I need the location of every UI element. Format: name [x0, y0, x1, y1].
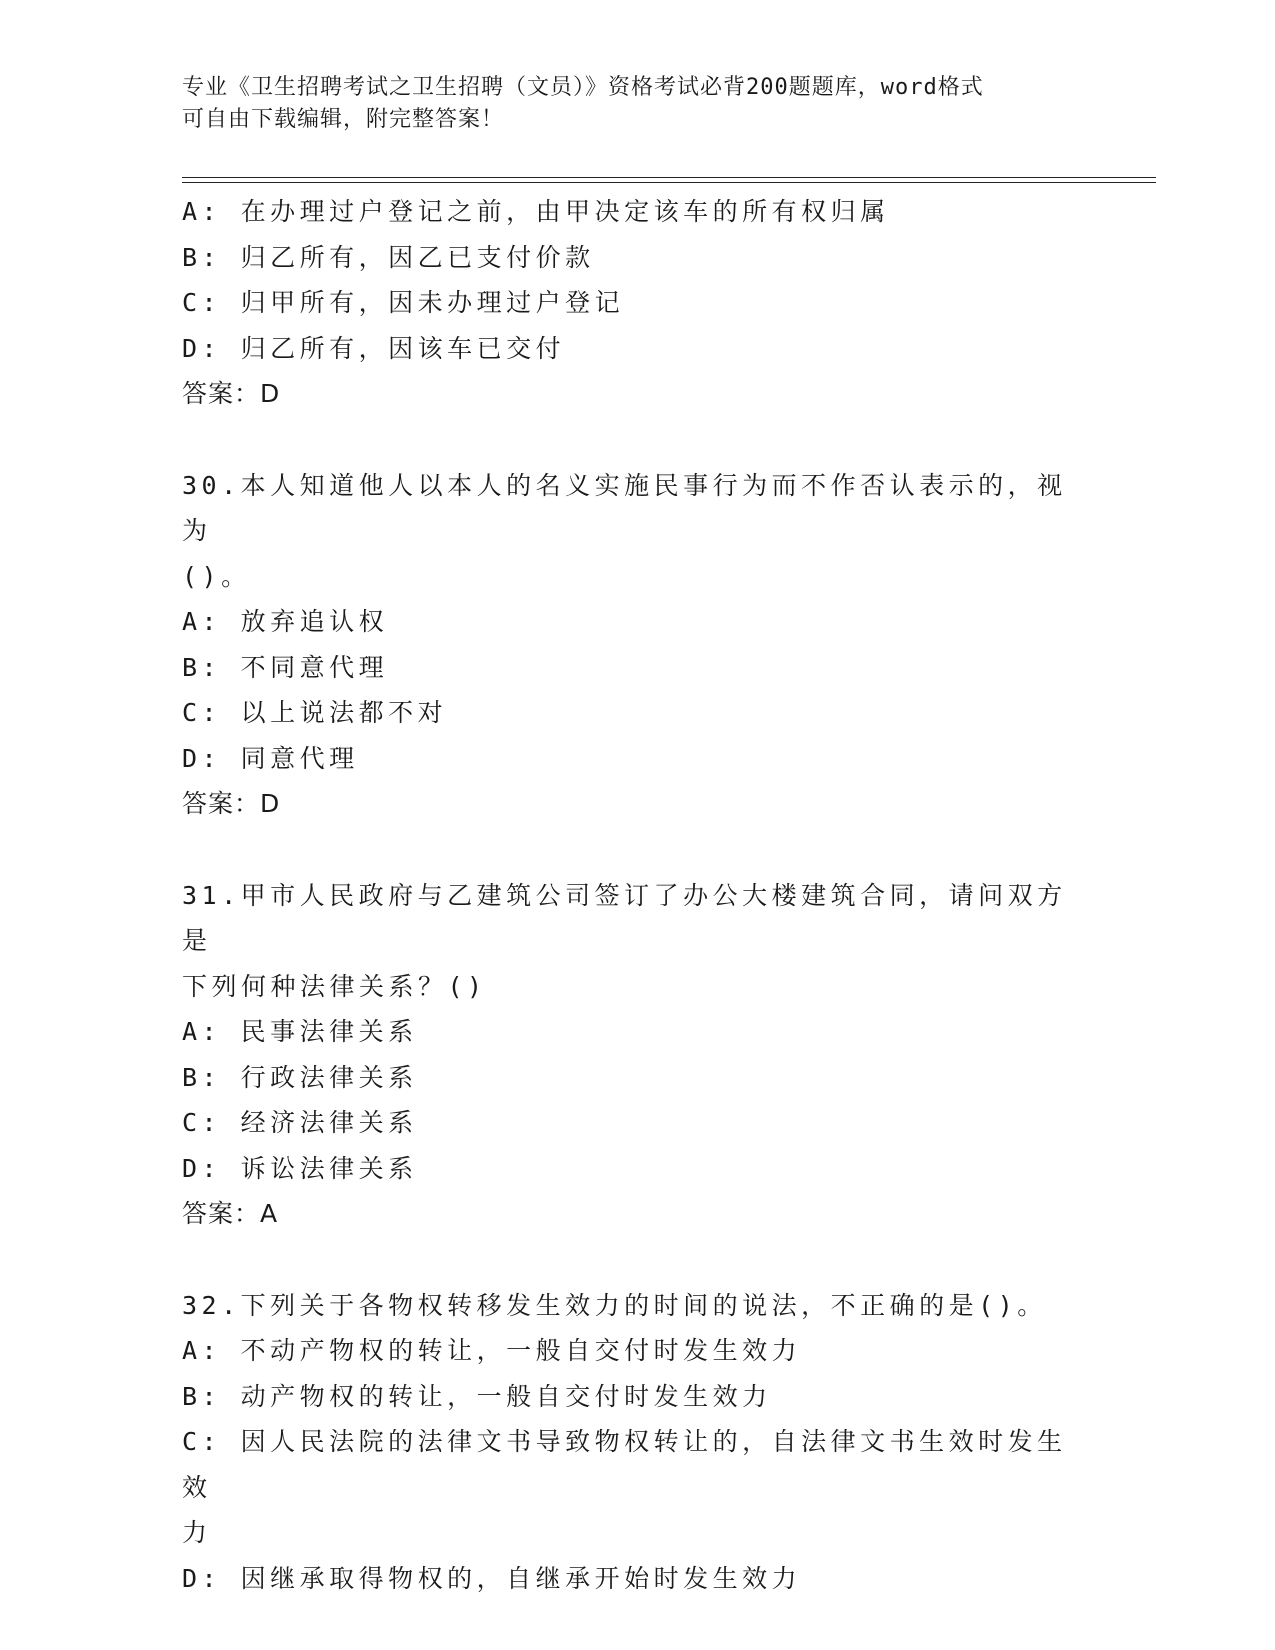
- question-stem: 31.甲市人民政府与乙建筑公司签订了办公大楼建筑合同，请问双方是: [182, 880, 1067, 955]
- option-d: D: 诉讼法律关系: [182, 1153, 418, 1183]
- question-stem-continued: 下列何种法律关系？(): [182, 971, 487, 1001]
- option-b: B: 不同意代理: [182, 652, 389, 682]
- question-32: [182, 1283, 1082, 1602]
- option-c: C: 因人民法院的法律文书导致物权转让的，自法律文书生效时发生效: [182, 1427, 1067, 1502]
- option-b: B: 行政法律关系: [182, 1062, 418, 1092]
- question-list: [182, 189, 1082, 1601]
- question-29-continued: [182, 189, 1082, 417]
- header-double-rule: [182, 177, 1156, 183]
- option-c-continued: 力: [182, 1518, 212, 1547]
- question-30: [182, 463, 1082, 827]
- question-stem-continued: ()。: [182, 561, 251, 591]
- answer-line: 答案：D: [182, 379, 281, 408]
- question-stem: 30.本人知道他人以本人的名义实施民事行为而不作否认表示的，视为: [182, 470, 1067, 545]
- answer-line: 答案：D: [182, 789, 281, 818]
- option-d: D: 归乙所有，因该车已交付: [182, 333, 566, 363]
- option-a: A: 在办理过户登记之前，由甲决定该车的所有权归属: [182, 197, 890, 226]
- option-d: D: 因继承取得物权的，自继承开始时发生效力: [182, 1563, 802, 1593]
- option-a: A: 民事法律关系: [182, 1017, 418, 1046]
- option-a: A: 放弃追认权: [182, 607, 389, 636]
- document-header: [182, 72, 1082, 136]
- option-a: A: 不动产物权的转让，一般自交付时发生效力: [182, 1336, 802, 1365]
- header-title-line-1: 专业《卫生招聘考试之卫生招聘（文员）》资格考试必背200题题库，word格式: [182, 75, 984, 100]
- header-title-line-2: 可自由下载编辑，附完整答案！: [182, 107, 505, 132]
- question-31: [182, 873, 1082, 1237]
- option-b: B: 动产物权的转让，一般自交付时发生效力: [182, 1381, 772, 1411]
- option-d: D: 同意代理: [182, 743, 359, 773]
- question-stem: 32.下列关于各物权转移发生效力的时间的说法，不正确的是()。: [182, 1290, 1047, 1320]
- option-c: C: 经济法律关系: [182, 1108, 418, 1137]
- option-b: B: 归乙所有，因乙已支付价款: [182, 242, 595, 272]
- answer-line: 答案：A: [182, 1199, 279, 1228]
- option-c: C: 以上说法都不对: [182, 698, 448, 727]
- option-c: C: 归甲所有，因未办理过户登记: [182, 288, 625, 317]
